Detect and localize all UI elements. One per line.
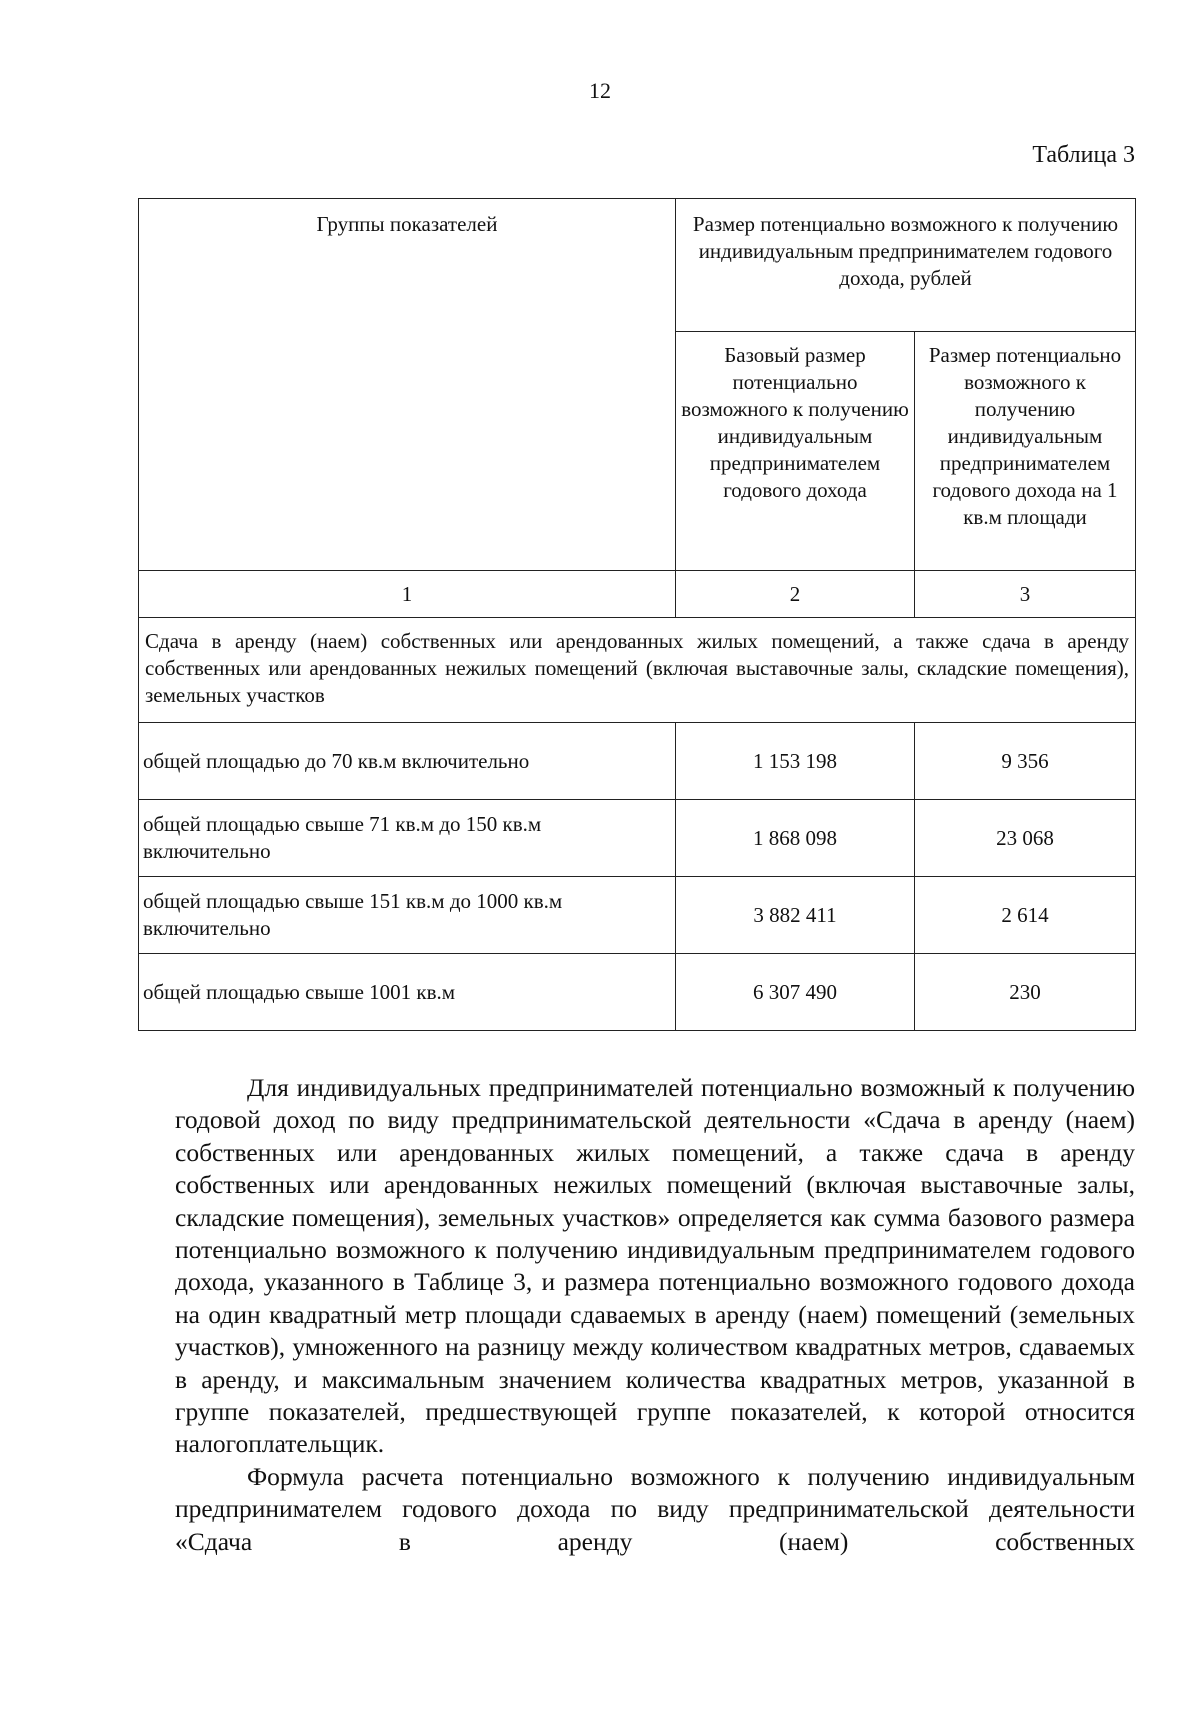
column-number: 2: [676, 571, 915, 618]
row-per-sqm-value: 230: [915, 954, 1136, 1031]
section-row: [139, 618, 1136, 723]
row-base-value: 1 868 098: [676, 800, 915, 877]
header-base-size: Базовый размер потенциально возможного к получению индивидуальным предпринимателем годового дохода: [676, 332, 915, 571]
column-number-row: [139, 571, 1136, 618]
page-number: 12: [589, 78, 611, 103]
table-row: [139, 800, 1136, 877]
body-text: [175, 1072, 1135, 1558]
paragraph: Для индивидуальных предпринимателей потенциально возможный к получению годовой доход по виду предпринимательской деятельности «Сдача в аренду (наем) собственных или арендованных жилых помещений, а также сдача в аренду собственных или арендованных нежилых помещений (включая выставочные залы, складские помещения), земельных участков» определяется как сумма базового размера потенциально возможного к получению индивидуальным предпринимателем годового дохода, указанного в Таблице 3, и размера потенциально возможного годового дохода на один квадратный метр площади сдаваемых в аренду (наем) помещений (земельных участков), умноженного на разницу между количеством квадратных метров, сдаваемых в аренду, и максимальным значением количества квадратных метров, указанной в группе показателей, предшествующей группе показателей, к которой относится налогоплательщик.: [175, 1073, 1135, 1459]
table-row: [139, 954, 1136, 1031]
row-per-sqm-value: 23 068: [915, 800, 1136, 877]
header-per-sqm-size: Размер потенциально возможного к получению индивидуальным предпринимателем годового дохода на 1 кв.м площади: [915, 332, 1136, 571]
table-row: [139, 877, 1136, 954]
row-label: общей площадью свыше 151 кв.м до 1000 кв.м включительно: [139, 877, 676, 954]
row-label: общей площадью до 70 кв.м включительно: [139, 723, 676, 800]
row-per-sqm-value: 2 614: [915, 877, 1136, 954]
row-base-value: 6 307 490: [676, 954, 915, 1031]
row-base-value: 3 882 411: [676, 877, 915, 954]
row-base-value: 1 153 198: [676, 723, 915, 800]
income-table: [138, 198, 1136, 1031]
row-label: общей площадью свыше 1001 кв.м: [139, 954, 676, 1031]
table-title: Таблица 3: [1032, 142, 1135, 168]
column-number: 3: [915, 571, 1136, 618]
header-income-size: Размер потенциально возможного к получению индивидуальным предпринимателем годового дохода, рублей: [676, 199, 1136, 332]
row-label: общей площадью свыше 71 кв.м до 150 кв.м включительно: [139, 800, 676, 877]
row-per-sqm-value: 9 356: [915, 723, 1136, 800]
section-title: Сдача в аренду (наем) собственных или арендованных жилых помещений, а также сдача в аренду собственных или арендованных нежилых помещений (включая выставочные залы, складские помещения), земельных участков: [139, 618, 1136, 723]
paragraph: Формула расчета потенциально возможного к получению индивидуальным предпринимателем годового дохода по виду предпринимательской деятельности «Сдача в аренду (наем) собственных: [175, 1461, 1135, 1556]
column-number: 1: [139, 571, 676, 618]
table-row: [139, 723, 1136, 800]
header-groups: Группы показателей: [139, 199, 676, 571]
